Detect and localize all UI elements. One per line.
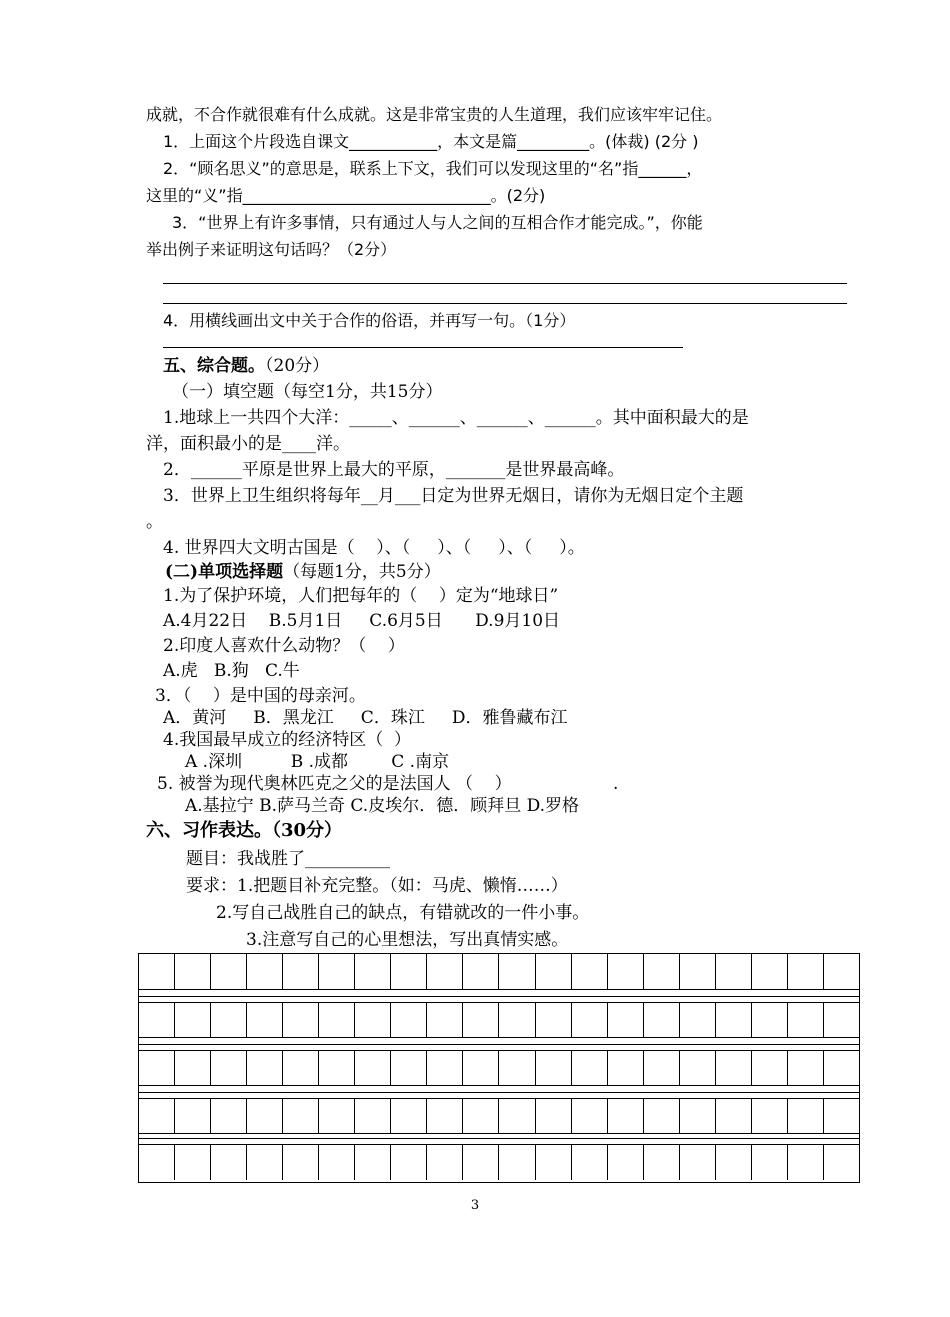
grid-cell (391, 1145, 427, 1180)
choice-2-options: A.虎 B.狗 C.牛 (163, 661, 300, 681)
grid-cell (355, 1099, 391, 1133)
grid-cell (427, 1099, 463, 1133)
choice-5: 5. 被誉为现代奥林匹克之父的是法国人 （ ） (157, 774, 512, 794)
answer-line-1 (163, 283, 847, 284)
grid-cell (175, 1003, 211, 1037)
grid-cell (139, 1003, 175, 1037)
passage-tail: 成就，不合作就很难有什么成就。这是非常宝贵的人生道理，我们应该牢牢记住。 (146, 105, 723, 124)
grid-cell (247, 1145, 283, 1180)
grid-cell (319, 1051, 355, 1085)
question-4: 4．用横线画出文中关于合作的俗语，并再写一句。（1分） (163, 311, 576, 330)
grid-cell (824, 1051, 859, 1085)
section-5-score: （20分） (265, 356, 330, 376)
grid-cell (319, 1099, 355, 1133)
grid-separator (139, 996, 859, 997)
grid-cell (716, 1003, 752, 1037)
grid-cell (680, 1145, 716, 1180)
choice-3: 3．（ ）是中国的母亲河。 (155, 686, 366, 706)
grid-cell (247, 1099, 283, 1133)
grid-cell (139, 954, 175, 989)
grid-cell (536, 1051, 572, 1085)
grid-cell (283, 1145, 319, 1180)
grid-cell (391, 1099, 427, 1133)
fill-blank-title: （一）填空题（每空1分，共15分） (172, 382, 443, 402)
grid-cell (355, 1145, 391, 1180)
grid-cell (716, 1099, 752, 1133)
grid-cell (391, 1051, 427, 1085)
grid-cell (139, 1145, 175, 1180)
fill-3-line1: 3．世界上卫生组织将每年__月___日定为世界无烟日，请你为无烟日定个主题 (163, 486, 744, 506)
grid-cell (608, 1003, 644, 1037)
grid-cell (752, 1003, 788, 1037)
grid-cell (175, 1051, 211, 1085)
grid-cell (247, 1003, 283, 1037)
essay-requirement-3: 3.注意写自己的心里想法，写出真情实感。 (246, 930, 569, 950)
grid-cell (824, 1003, 859, 1037)
essay-requirement-1: 要求：1.把题目补充完整。（如：马虎、懒惰……） (186, 876, 568, 896)
grid-cell (752, 1145, 788, 1180)
grid-cell (391, 1003, 427, 1037)
grid-cell (427, 1003, 463, 1037)
grid-cell (175, 954, 211, 989)
grid-cell (211, 1145, 247, 1180)
grid-cell (463, 1099, 499, 1133)
fill-4: 4. 世界四大文明古国是（ ）、（ ）、（ ）、（ ）。 (163, 538, 585, 558)
grid-cell (499, 1003, 535, 1037)
grid-cell (680, 954, 716, 989)
grid-cell (536, 1003, 572, 1037)
grid-cell (608, 1145, 644, 1180)
grid-cell (572, 1145, 608, 1180)
grid-cell (499, 1099, 535, 1133)
grid-cell (536, 954, 572, 989)
grid-cell (572, 954, 608, 989)
grid-cell (283, 1003, 319, 1037)
grid-cell (283, 954, 319, 989)
page-number: 3 (470, 1198, 480, 1213)
grid-cell (211, 1003, 247, 1037)
grid-cell (824, 954, 859, 989)
grid-cell (463, 1003, 499, 1037)
grid-cell (391, 954, 427, 989)
fill-1-line1: 1.地球上一共四个大洋：_____、______、______、______。其中面积最大的是 (163, 408, 749, 428)
choice-5-options: A.基拉宁 B.萨马兰奇 C.皮埃尔．德．顾拜旦 D.罗格 (185, 796, 580, 816)
grid-cell (355, 954, 391, 989)
grid-cell (536, 1145, 572, 1180)
section-5-title: 五、综合题。 (163, 356, 265, 376)
grid-cell (175, 1099, 211, 1133)
grid-cell (247, 1051, 283, 1085)
fill-2: 2．______平原是世界上最大的平原，_______是世界最高峰。 (163, 460, 625, 480)
grid-cell (716, 954, 752, 989)
grid-cell (608, 1051, 644, 1085)
choice-4-options: A .深圳 B .成都 C .南京 (185, 752, 450, 772)
grid-cell (644, 1051, 680, 1085)
choice-1-options: A.4月22日 B.5月1日 C.6月5日 D.9月10日 (163, 611, 561, 631)
grid-cell (211, 954, 247, 989)
question-2-line1: 2．“顾名思义”的意思是，联系上下文，我们可以发现这里的“名”指______， (163, 159, 703, 178)
grid-separator (139, 1092, 859, 1093)
grid-cell (499, 954, 535, 989)
grid-cell (355, 1051, 391, 1085)
grid-cell (716, 1051, 752, 1085)
grid-cell (247, 954, 283, 989)
grid-cell (427, 954, 463, 989)
grid-cell (499, 1051, 535, 1085)
grid-row (139, 954, 859, 990)
section-6-title: 六、习作表达。（30分） (146, 820, 343, 841)
choice-2: 2.印度人喜欢什么动物？（ ） (163, 636, 405, 656)
grid-cell (463, 1051, 499, 1085)
grid-cell (788, 1051, 824, 1085)
grid-cell (680, 1003, 716, 1037)
essay-requirement-2: 2.写自己战胜自己的缺点，有错就改的一件小事。 (216, 903, 590, 923)
grid-cell (788, 1099, 824, 1133)
grid-cell (139, 1099, 175, 1133)
grid-row (139, 1144, 859, 1180)
grid-cell (752, 954, 788, 989)
grid-cell (824, 1099, 859, 1133)
grid-cell (139, 1051, 175, 1085)
choice-3-options: A．黄河 B．黑龙江 C．珠江 D．雅鲁藏布江 (163, 708, 568, 728)
question-1: 1．上面这个片段选自课文___________，本文是篇_________。(体裁) (2分 ) (163, 132, 699, 151)
grid-cell (283, 1051, 319, 1085)
grid-cell (572, 1051, 608, 1085)
question-3-line1: 3．“世界上有许多事情，只有通过人与人之间的互相合作才能完成。”，你能 (172, 213, 703, 232)
grid-cell (788, 1003, 824, 1037)
writing-grid (138, 953, 860, 1183)
grid-cell (752, 1051, 788, 1085)
answer-line-2 (163, 303, 847, 304)
grid-cell (788, 954, 824, 989)
grid-cell (572, 1099, 608, 1133)
grid-cell (355, 1003, 391, 1037)
grid-cell (680, 1051, 716, 1085)
grid-cell (427, 1145, 463, 1180)
choice-title-bold: (二)单项选择题 (165, 562, 284, 582)
section-5-heading (163, 355, 329, 377)
grid-cell (572, 1003, 608, 1037)
grid-row (139, 1098, 859, 1134)
grid-cell (716, 1145, 752, 1180)
answer-line-3 (163, 347, 683, 348)
grid-cell (644, 1003, 680, 1037)
choice-4: 4.我国最早成立的经济特区（ ） (163, 730, 412, 750)
grid-cell (319, 954, 355, 989)
grid-row (139, 1002, 859, 1038)
grid-cell (752, 1099, 788, 1133)
fill-1-line2: 洋，面积最小的是____洋。 (146, 434, 350, 454)
grid-cell (644, 1099, 680, 1133)
grid-cell (680, 1099, 716, 1133)
grid-cell (427, 1051, 463, 1085)
grid-cell (283, 1099, 319, 1133)
grid-cell (608, 1099, 644, 1133)
grid-cell (499, 1145, 535, 1180)
grid-cell (319, 1145, 355, 1180)
essay-topic: 题目：我战胜了__________ (186, 849, 390, 869)
choice-5-dot: . (613, 774, 619, 794)
grid-cell (463, 1145, 499, 1180)
grid-cell (824, 1145, 859, 1180)
choice-title (165, 561, 441, 583)
question-3-line2: 举出例子来证明这句话吗？（2分） (146, 240, 397, 259)
choice-title-rest: （每题1分，共5分） (283, 562, 441, 582)
grid-cell (211, 1099, 247, 1133)
grid-separator (139, 1138, 859, 1139)
grid-cell (319, 1003, 355, 1037)
grid-cell (175, 1145, 211, 1180)
question-2-line2: 这里的“义”指_______________________________。(2分) (146, 186, 546, 205)
grid-cell (536, 1099, 572, 1133)
grid-cell (644, 1145, 680, 1180)
grid-cell (211, 1051, 247, 1085)
grid-row (139, 1050, 859, 1086)
fill-3-line2: 。 (146, 512, 163, 532)
grid-cell (608, 954, 644, 989)
grid-cell (644, 954, 680, 989)
grid-cell (788, 1145, 824, 1180)
choice-1: 1.为了保护环境，人们把每年的（ ）定为“地球日” (163, 586, 559, 606)
grid-separator (139, 1044, 859, 1045)
grid-cell (463, 954, 499, 989)
